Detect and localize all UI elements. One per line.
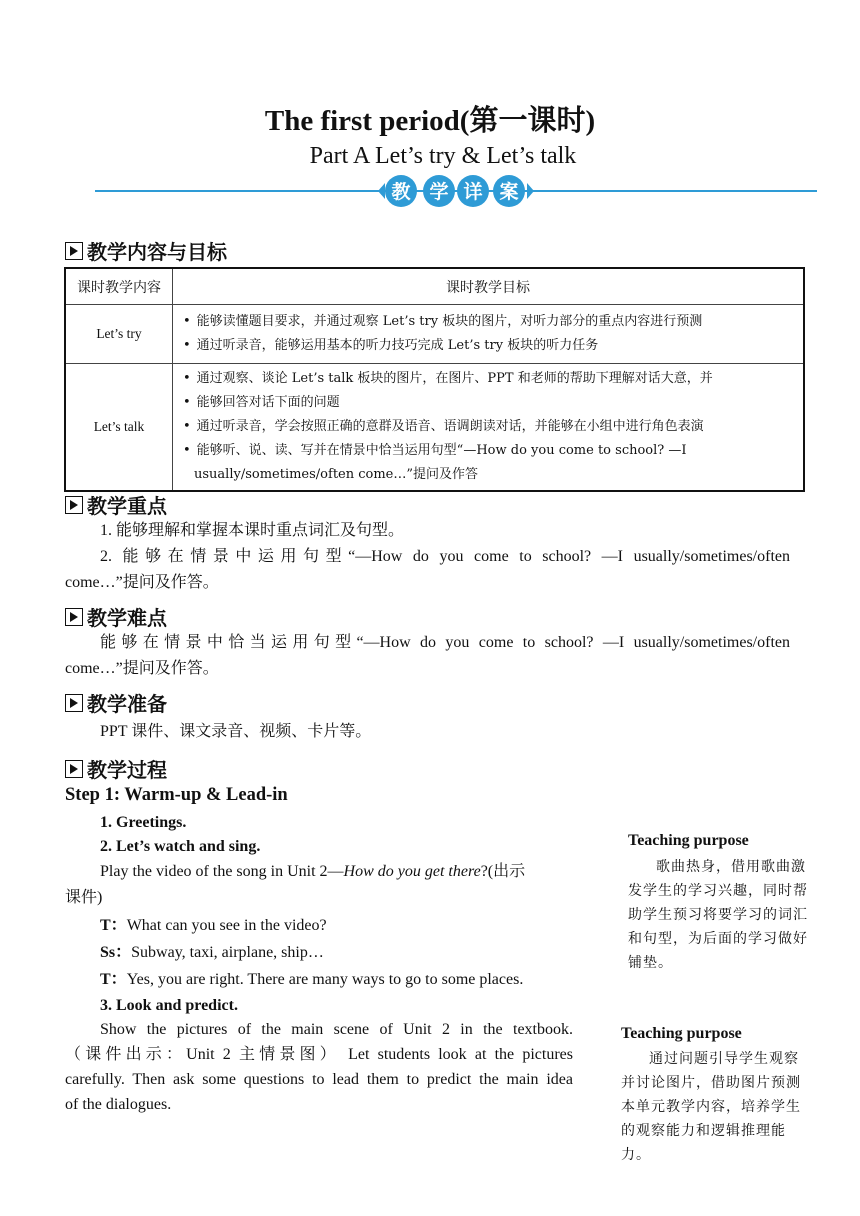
- section-heading-process: 教学过程: [65, 754, 167, 783]
- play-triangle-icon: [65, 242, 83, 260]
- play-triangle-icon: [65, 694, 83, 712]
- row-content: Let’s try: [65, 305, 173, 364]
- page-subtitle: Part A Let’s try & Let’s talk: [309, 143, 577, 169]
- play-video-text: Play the video of the song in Unit 2—How do you get there?(出示: [100, 863, 526, 880]
- header-goals: 课时教学目标: [173, 268, 805, 305]
- key-point-2: 2. 能够在情景中运用句型“—How do you come to school? —I usually/sometimes/often: [100, 548, 790, 565]
- dialogue-line: Ss：Subway, taxi, airplane, ship…: [100, 944, 324, 961]
- table-header-row: [65, 268, 804, 305]
- dialogue-line: T：Yes, you are right. There are many ways to go to some places.: [100, 971, 524, 988]
- goal-item: • 能够回答对话下面的问题: [183, 395, 340, 410]
- table-row: [65, 305, 804, 364]
- row-content: Let’s talk: [65, 364, 173, 492]
- show-text: carefully. Then ask some questions to lead them to predict the main idea: [65, 1071, 573, 1088]
- teaching-purpose-body: 通过问题引导学生观察 并讨论图片，借助图片预测 本单元教学内容，培养学生 的观察能力和逻辑推理能 力。: [621, 1051, 801, 1163]
- header-content: 课时教学内容: [65, 268, 173, 305]
- lesson-plan-banner: [95, 174, 817, 208]
- key-point-2-cont: come…”提问及作答。: [65, 574, 219, 591]
- play-video-text-cont: 课件): [65, 889, 103, 906]
- objectives-table: [64, 267, 805, 492]
- section-heading-key-points: 教学重点: [65, 490, 167, 519]
- table-row: [65, 364, 804, 492]
- step-heading: Step 1: Warm-up & Lead-in: [65, 785, 288, 805]
- goal-item: • 能够读懂题目要求，并通过观察 Let’s try 板块的图片，对听力部分的重点内容进行预测: [183, 314, 703, 329]
- section-heading-preparation: 教学准备: [65, 688, 167, 717]
- step-item-look: 3. Look and predict.: [100, 997, 238, 1014]
- banner-char: 教: [391, 181, 411, 203]
- teaching-purpose-heading: Teaching purpose: [628, 832, 749, 849]
- banner-char: 详: [463, 181, 483, 203]
- dialogue-line: T：What can you see in the video?: [100, 917, 327, 934]
- preparation-text: PPT 课件、课文录音、视频、卡片等。: [100, 723, 372, 740]
- difficulty-text-cont: come…”提问及作答。: [65, 660, 219, 677]
- goal-item: • 通过听录音，学会按照正确的意群及语音、语调朗读对话，并能够在小组中进行角色表演: [183, 419, 704, 434]
- play-triangle-icon: [65, 760, 83, 778]
- banner-char: 案: [499, 181, 519, 203]
- page-title: The first period(第一课时): [264, 105, 596, 137]
- show-text: （课件出示：Unit 2 主情景图） Let students look at the pictures: [65, 1046, 573, 1063]
- goal-item: • 通过听录音，能够运用基本的听力技巧完成 Let’s try 板块的听力任务: [183, 338, 599, 353]
- row-goals: [173, 364, 805, 492]
- section-heading-difficulties: 教学难点: [65, 602, 167, 631]
- teaching-purpose-heading: Teaching purpose: [621, 1025, 742, 1042]
- show-text: Show the pictures of the main scene of Unit 2 in the textbook.: [100, 1021, 573, 1038]
- step-item-watch: 2. Let’s watch and sing.: [100, 838, 261, 855]
- difficulty-text: 能够在情景中恰当运用句型“—How do you come to school? —I usually/sometimes/often: [100, 634, 790, 651]
- banner-char: 学: [429, 181, 449, 203]
- show-text: of the dialogues.: [65, 1096, 172, 1113]
- step-item-greetings: 1. Greetings.: [100, 814, 187, 831]
- teaching-purpose-body: 歌曲热身，借用歌曲激 发学生的学习兴趣，同时帮 助学生预习将要学习的词汇 和句型，为后面的学习做好 铺垫。: [628, 859, 808, 971]
- key-point-1: 1. 能够理解和掌握本课时重点词汇及句型。: [100, 522, 405, 539]
- row-goals: [173, 305, 805, 364]
- goal-item-cont: usually/sometimes/often come…”提问及作答: [194, 467, 479, 482]
- play-triangle-icon: [65, 496, 83, 514]
- goal-item: • 通过观察、谈论 Let’s talk 板块的图片，在图片、PPT 和老师的帮助下理解对话大意，并: [183, 371, 713, 386]
- goal-item: • 能够听、说、读、写并在情景中恰当运用句型“—How do you come to school? —I: [183, 443, 687, 458]
- play-triangle-icon: [65, 608, 83, 626]
- section-heading-content-goals: 教学内容与目标: [65, 236, 227, 265]
